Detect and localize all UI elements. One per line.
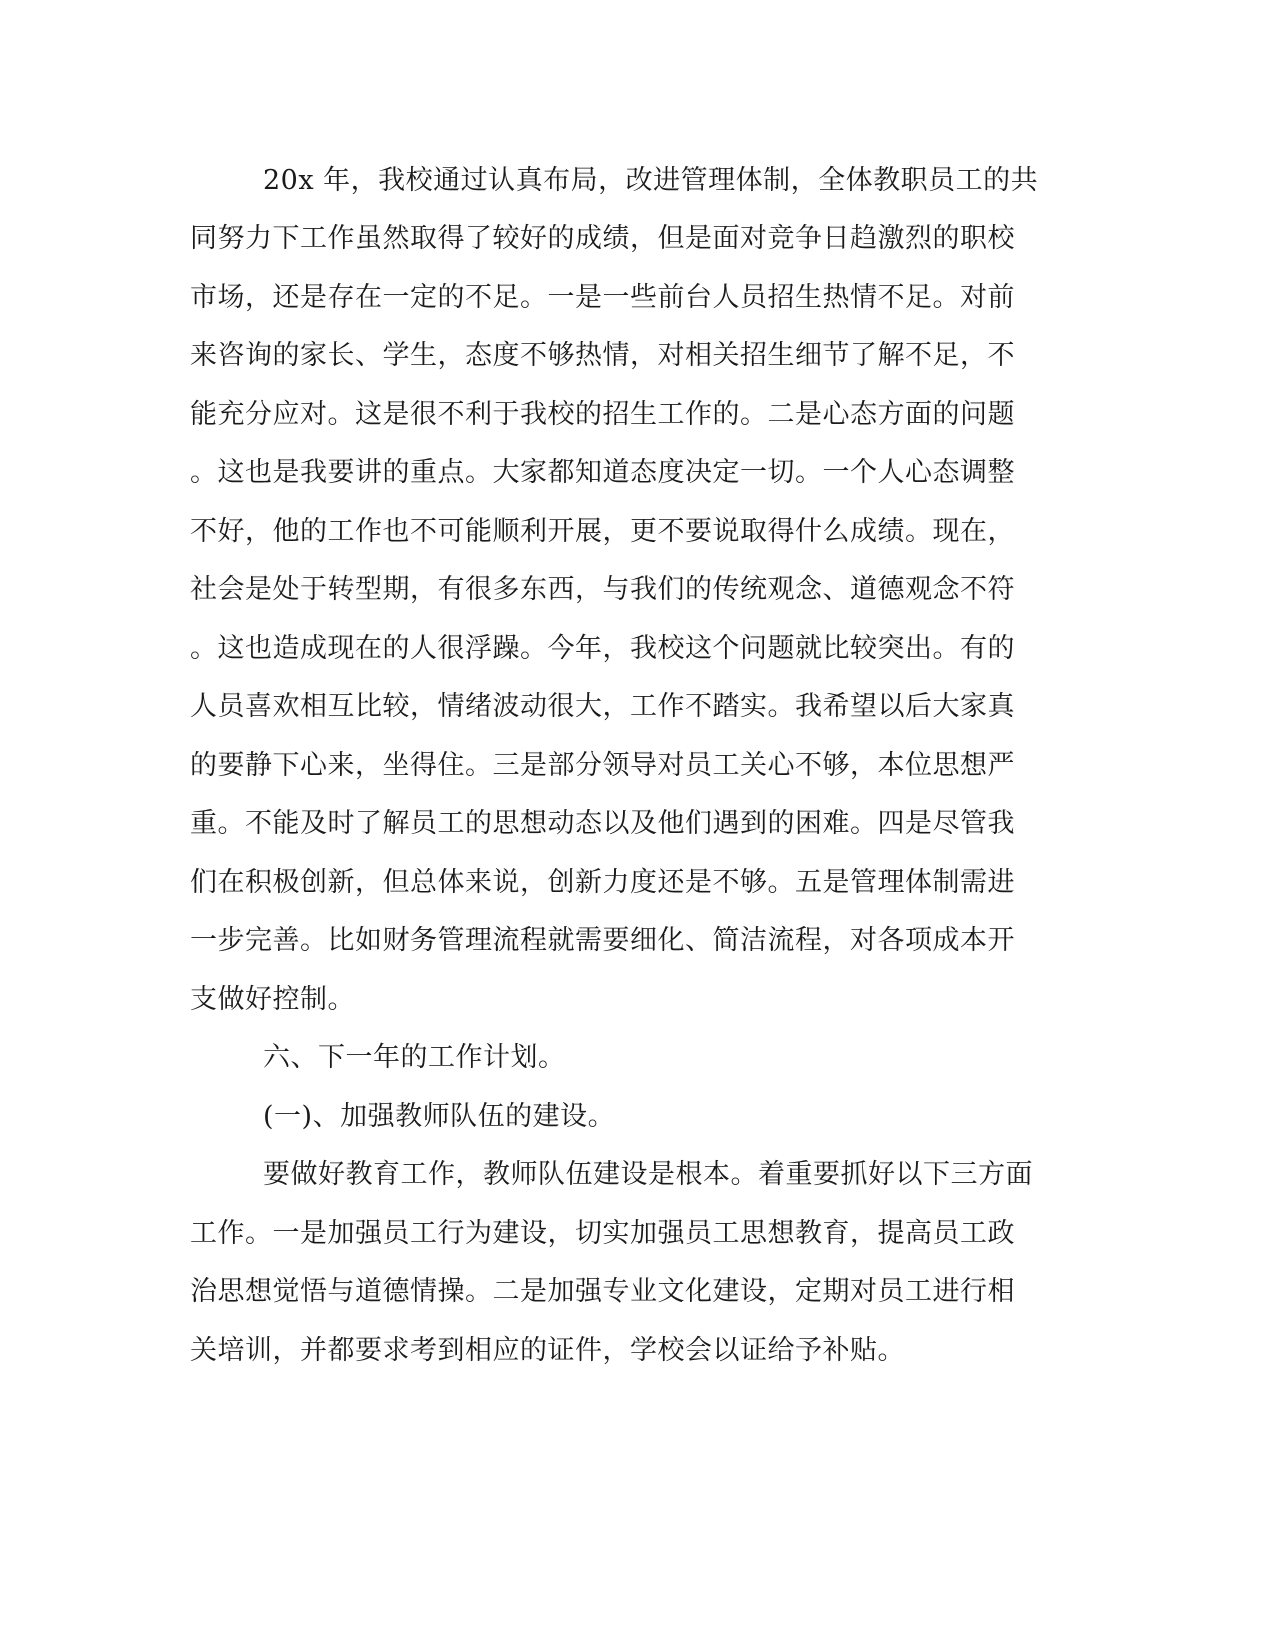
paragraph-line: 市场，还是存在一定的不足。一是一些前台人员招生热情不足。对前 (190, 282, 1015, 313)
paragraph-line: 不好，他的工作也不可能顺利开展，更不要说取得什么成绩。现在， (190, 516, 1015, 547)
paragraph-line: 支做好控制。 (190, 984, 355, 1015)
paragraph-line: 重。不能及时了解员工的思想动态以及他们遇到的困难。四是尽管我 (190, 808, 1015, 839)
paragraph-line: 工作。一是加强员工行为建设，切实加强员工思想教育，提高员工政 (190, 1218, 1015, 1249)
paragraph-line: 的要静下心来，坐得住。三是部分领导对员工关心不够，本位思想严 (190, 750, 1015, 781)
paragraph-line: 治思想觉悟与道德情操。二是加强专业文化建设，定期对员工进行相 (190, 1276, 1015, 1307)
paragraph-line: 要做好教育工作，教师队伍建设是根本。着重要抓好以下三方面 (263, 1159, 1033, 1190)
paragraph-line: 社会是处于转型期，有很多东西，与我们的传统观念、道德观念不符 (190, 574, 1015, 605)
subsection-heading: (一)、加强教师队伍的建设。 (263, 1101, 616, 1132)
paragraph-line: 来咨询的家长、学生，态度不够热情，对相关招生细节了解不足，不 (190, 340, 1015, 371)
section-heading: 六、下一年的工作计划。 (263, 1042, 566, 1073)
paragraph-line: 关培训，并都要求考到相应的证件，学校会以证给予补贴。 (190, 1335, 905, 1366)
paragraph-line: 同努力下工作虽然取得了较好的成绩，但是面对竞争日趋激烈的职校 (190, 223, 1015, 254)
paragraph-line: 。这也造成现在的人很浮躁。今年，我校这个问题就比较突出。有的 (190, 633, 1015, 664)
paragraph-line: 。这也是我要讲的重点。大家都知道态度决定一切。一个人心态调整 (190, 457, 1015, 488)
paragraph-line: 一步完善。比如财务管理流程就需要细化、简洁流程，对各项成本开 (190, 925, 1015, 956)
paragraph-line: 20x 年，我校通过认真布局，改进管理体制，全体教职员工的共 (263, 165, 1039, 196)
paragraph-line: 能充分应对。这是很不利于我校的招生工作的。二是心态方面的问题 (190, 399, 1015, 430)
paragraph-line: 人员喜欢相互比较，情绪波动很大，工作不踏实。我希望以后大家真 (190, 691, 1015, 722)
paragraph-line: 们在积极创新，但总体来说，创新力度还是不够。五是管理体制需进 (190, 867, 1015, 898)
